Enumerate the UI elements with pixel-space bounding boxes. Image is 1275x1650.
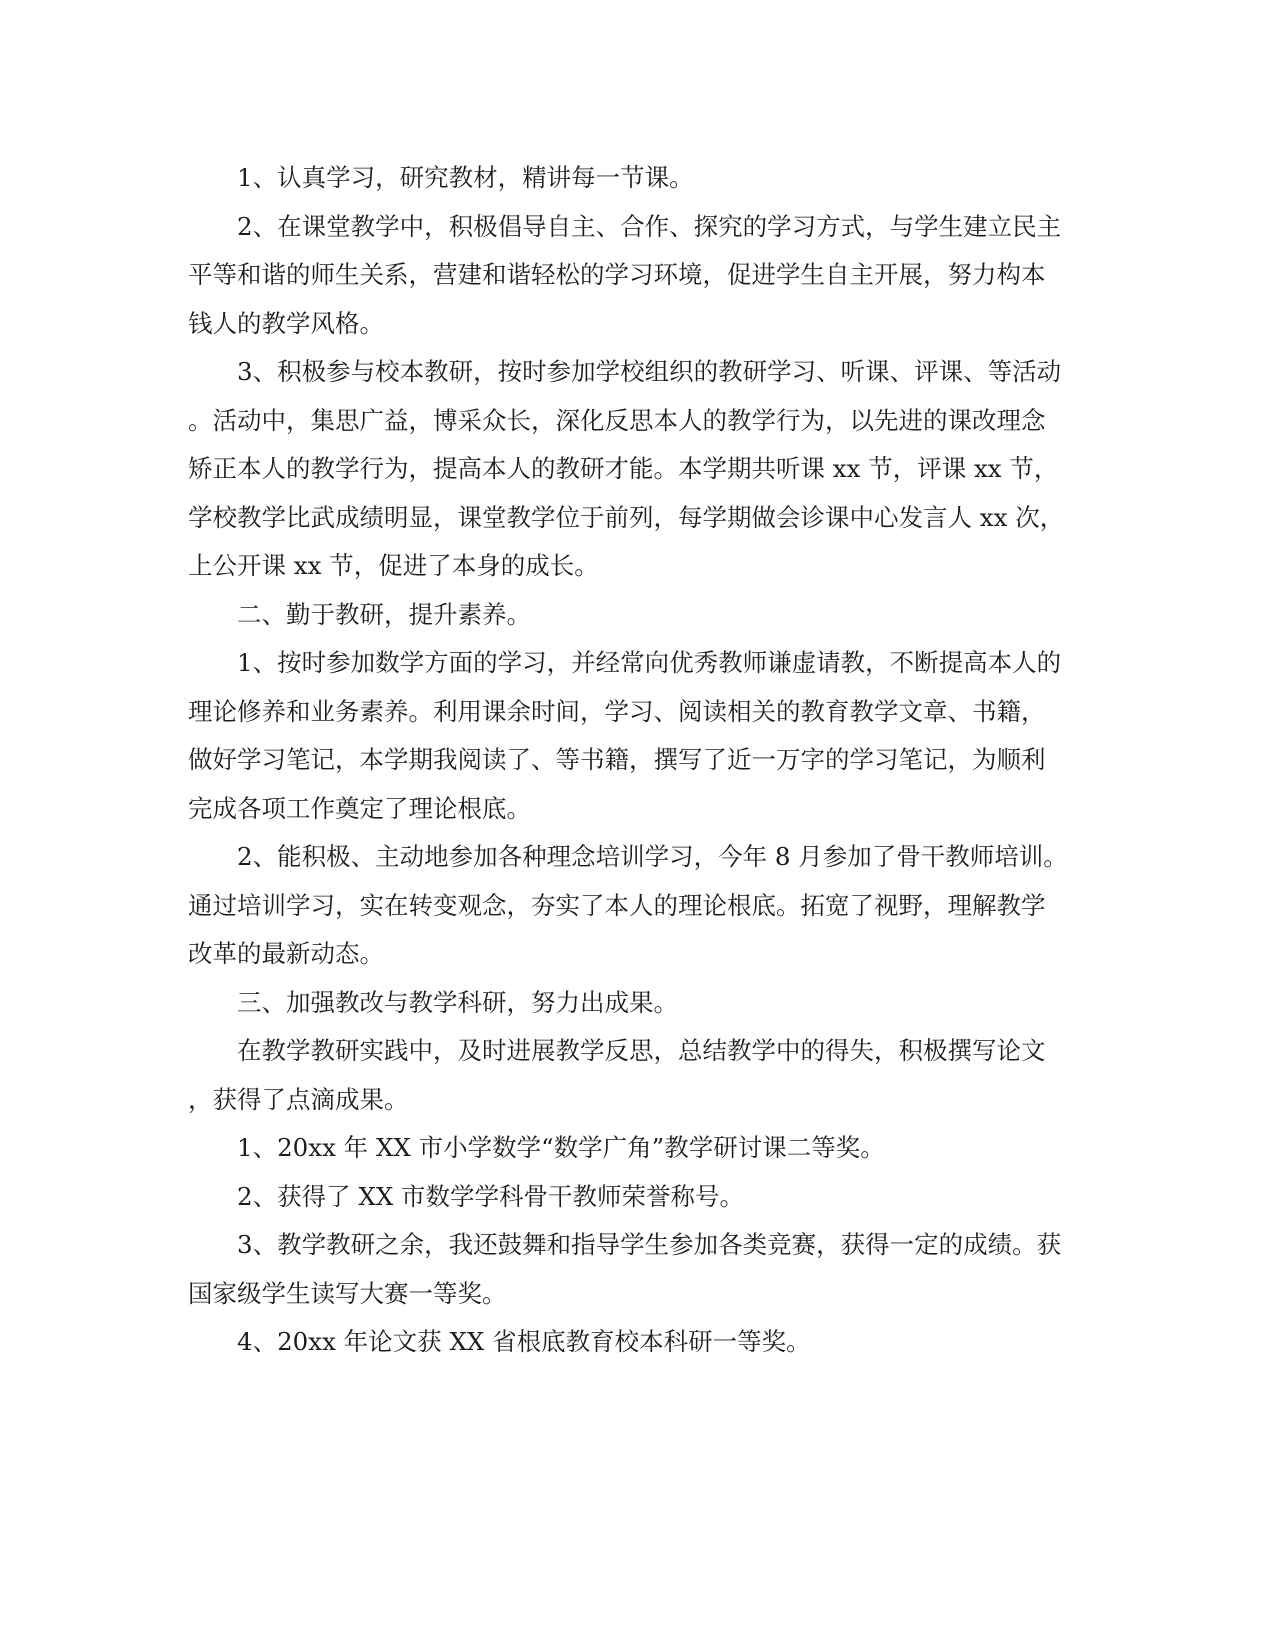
text-line: 通过培训学习，实在转变观念，夯实了本人的理论根底。拓宽了视野，理解教学	[188, 890, 1046, 920]
text-line: 平等和谐的师生关系，营建和谐轻松的学习环境，促进学生自主开展，努力构本	[188, 260, 1046, 289]
text-line: 1、按时参加数学方面的学习，并经常向优秀教师谦虚请教，不断提高本人的	[237, 648, 1062, 677]
text-line: 上公开课 xx 节，促进了本身的成长。	[188, 551, 599, 580]
text-line: 理论修养和业务素养。利用课余时间，学习、阅读相关的教育教学文章、书籍，	[188, 696, 1046, 726]
section-heading	[188, 979, 1068, 1028]
paragraph	[188, 833, 1068, 979]
text-line: 。活动中，集思广益，博采众长，深化反思本人的教学行为，以先进的课改理念	[188, 405, 1046, 435]
paragraph	[188, 1027, 1068, 1124]
text-line: 2、能积极、主动地参加各种理念培训学习，今年 8 月参加了骨干教师培训。	[237, 842, 1068, 871]
text-line: 三、加强教改与教学科研，努力出成果。	[237, 987, 678, 1017]
text-line: 学校教学比武成绩明显，课堂教学位于前列，每学期做会诊课中心发言人 xx 次，	[188, 502, 1065, 532]
text-line: ，获得了点滴成果。	[188, 1084, 409, 1114]
text-line: 做好学习笔记，本学期我阅读了、等书籍，撰写了近一万字的学习笔记，为顺利	[188, 745, 1046, 774]
text-line: 国家级学生读写大赛一等奖。	[188, 1278, 507, 1308]
section-heading	[188, 591, 1068, 640]
list-item	[188, 1221, 1068, 1318]
text-line: 改革的最新动态。	[188, 939, 384, 968]
list-item	[188, 1124, 1068, 1173]
text-line: 完成各项工作奠定了理论根底。	[188, 793, 531, 823]
text-line: 4、20xx 年论文获 XX 省根底教育校本科研一等奖。	[237, 1327, 811, 1356]
text-line: 1、20xx 年 XX 市小学数学“数学广角”教学研讨课二等奖。	[237, 1133, 885, 1162]
text-line: 1、认真学习，研究教材，精讲每一节课。	[237, 163, 694, 192]
text-line: 2、在课堂教学中，积极倡导自主、合作、探究的学习方式，与学生建立民主	[237, 211, 1062, 241]
text-line: 在教学教研实践中，及时进展教学反思，总结教学中的得失，积极撰写论文	[237, 1036, 1046, 1065]
text-line: 二、勤于教研，提升素养。	[237, 599, 531, 629]
document-body	[188, 154, 1068, 1367]
text-line: 2、获得了 XX 市数学学科骨干教师荣誉称号。	[237, 1181, 745, 1211]
text-line: 3、教学教研之余，我还鼓舞和指导学生参加各类竞赛，获得一定的成绩。获	[237, 1230, 1062, 1259]
text-line: 3、积极参与校本教研，按时参加学校组织的教研学习、听课、评课、等活动	[237, 357, 1062, 386]
paragraph	[188, 639, 1068, 833]
paragraph	[188, 154, 1068, 203]
text-line: 矫正本人的教学行为，提高本人的教研才能。本学期共听课 xx 节，评课 xx 节，	[188, 454, 1059, 483]
list-item	[188, 1173, 1068, 1222]
paragraph	[188, 348, 1068, 591]
text-line: 钱人的教学风格。	[188, 308, 384, 338]
list-item	[188, 1318, 1068, 1367]
paragraph	[188, 203, 1068, 349]
